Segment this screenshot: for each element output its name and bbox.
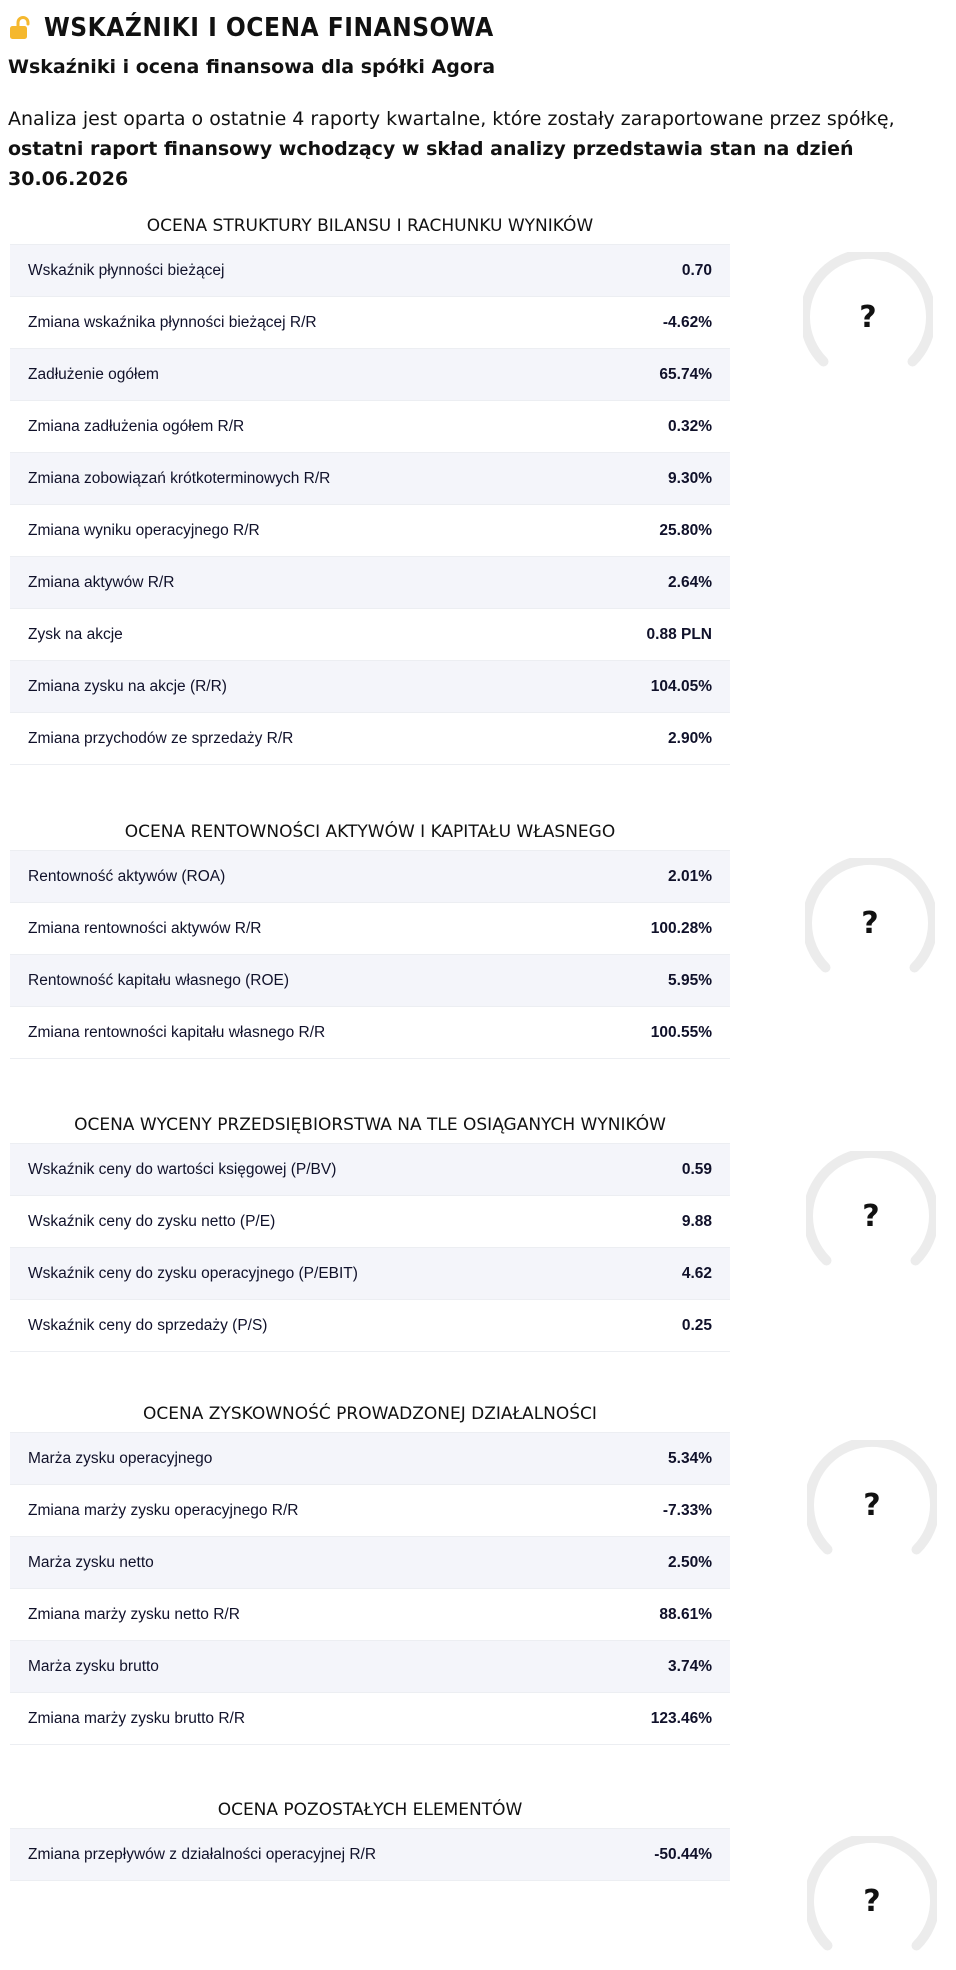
- table-row: [10, 453, 730, 505]
- section-balance-structure: [10, 208, 730, 765]
- row-value: 5.34%: [668, 1449, 712, 1467]
- row-value: -7.33%: [662, 1501, 712, 1519]
- row-value: 0.32%: [668, 417, 712, 435]
- page-title: WSKAŹNIKI I OCENA FINANSOWA: [44, 13, 494, 43]
- row-value: 2.01%: [668, 867, 712, 885]
- table-row: [10, 505, 730, 557]
- table-row: [10, 609, 730, 661]
- section-title: OCENA WYCENY PRZEDSIĘBIORSTWA NA TLE OSIĄGANYCH WYNIKÓW: [74, 1115, 666, 1135]
- table-row: [10, 1641, 730, 1693]
- gauge-score: ?: [862, 1198, 880, 1234]
- section-other-elements: [10, 1792, 730, 1881]
- row-label: Wskaźnik ceny do zysku netto (P/E): [28, 1212, 276, 1230]
- gauge-score: ?: [863, 1487, 881, 1523]
- row-label: Zmiana marży zysku netto R/R: [28, 1605, 240, 1623]
- row-label: Zmiana przychodów ze sprzedaży R/R: [28, 729, 294, 747]
- table-row: [10, 1829, 730, 1881]
- table-row: [10, 401, 730, 453]
- table-row: [10, 851, 730, 903]
- intro-text: Analiza jest oparta o ostatnie 4 raporty kwartalne, które zostały zaraportowane przez spółkę,: [8, 108, 895, 130]
- gauge-score: ?: [861, 905, 879, 941]
- company-subtitle: Wskaźniki i ocena finansowa dla spółki Agora: [8, 56, 496, 78]
- score-gauge: [803, 252, 933, 382]
- row-value: 5.95%: [668, 971, 712, 989]
- score-gauge: [806, 1151, 936, 1281]
- row-value: 123.46%: [650, 1709, 712, 1727]
- row-label: Zmiana wyniku operacyjnego R/R: [28, 521, 260, 539]
- analysis-intro: [8, 104, 954, 194]
- row-value: 9.30%: [668, 469, 712, 487]
- row-label: Marża zysku brutto: [28, 1657, 159, 1675]
- row-label: Wskaźnik płynności bieżącej: [28, 261, 225, 279]
- row-label: Zadłużenie ogółem: [28, 365, 159, 383]
- section-title: OCENA STRUKTURY BILANSU I RACHUNKU WYNIKÓW: [146, 216, 594, 236]
- indicator-table: [10, 1432, 730, 1745]
- row-value: 0.59: [681, 1160, 712, 1178]
- score-gauge: [805, 858, 935, 988]
- section-profitability-assets-equity: [10, 814, 730, 1059]
- row-label: Zmiana rentowności kapitału własnego R/R: [28, 1023, 326, 1041]
- section-title: OCENA RENTOWNOŚCI AKTYWÓW I KAPITAŁU WŁASNEGO: [124, 822, 616, 842]
- row-label: Zmiana marży zysku operacyjnego R/R: [28, 1501, 299, 1519]
- row-label: Zmiana przepływów z działalności operacyjnej R/R: [28, 1845, 377, 1863]
- row-label: Wskaźnik ceny do wartości księgowej (P/BV): [28, 1160, 337, 1178]
- row-label: Wskaźnik ceny do sprzedaży (P/S): [28, 1316, 268, 1334]
- section-title: OCENA POZOSTAŁYCH ELEMENTÓW: [217, 1800, 523, 1820]
- intro-bold-text: ostatni raport finansowy wchodzący w skład analizy przedstawia stan na dzień 30.06.2026: [8, 138, 854, 190]
- row-value: -4.62%: [662, 313, 712, 331]
- row-label: Zysk na akcje: [28, 625, 123, 643]
- table-row: [10, 955, 730, 1007]
- table-row: [10, 1537, 730, 1589]
- indicator-table: [10, 244, 730, 765]
- row-value: 88.61%: [659, 1605, 712, 1623]
- lock-open-icon: [8, 15, 34, 41]
- row-label: Zmiana zadłużenia ogółem R/R: [28, 417, 245, 435]
- section-operating-profitability: [10, 1396, 730, 1745]
- row-label: Rentowność aktywów (ROA): [28, 867, 226, 885]
- table-row: [10, 713, 730, 765]
- row-label: Zmiana zysku na akcje (R/R): [28, 677, 227, 695]
- score-gauge: [807, 1440, 937, 1570]
- row-label: Wskaźnik ceny do zysku operacyjnego (P/EBIT): [28, 1264, 358, 1282]
- table-row: [10, 1433, 730, 1485]
- row-label: Marża zysku netto: [28, 1553, 154, 1571]
- row-value: 9.88: [681, 1212, 712, 1230]
- table-row: [10, 557, 730, 609]
- row-value: 3.74%: [668, 1657, 712, 1675]
- row-value: 2.90%: [668, 729, 712, 747]
- section-title: OCENA ZYSKOWNOŚĆ PROWADZONEJ DZIAŁALNOŚCI: [143, 1404, 597, 1424]
- page-header: [8, 8, 494, 48]
- row-value: 100.55%: [650, 1023, 712, 1041]
- row-label: Rentowność kapitału własnego (ROE): [28, 971, 290, 989]
- table-row: [10, 661, 730, 713]
- score-gauge: [807, 1836, 937, 1966]
- row-value: 2.50%: [668, 1553, 712, 1571]
- row-label: Zmiana zobowiązań krótkoterminowych R/R: [28, 469, 331, 487]
- table-row: [10, 1589, 730, 1641]
- row-value: 65.74%: [659, 365, 712, 383]
- table-row: [10, 1007, 730, 1059]
- row-label: Marża zysku operacyjnego: [28, 1449, 213, 1467]
- table-row: [10, 1300, 730, 1352]
- row-label: Zmiana marży zysku brutto R/R: [28, 1709, 246, 1727]
- table-row: [10, 297, 730, 349]
- row-value: 0.70: [681, 261, 712, 279]
- indicator-table: [10, 850, 730, 1059]
- table-row: [10, 1248, 730, 1300]
- table-row: [10, 1144, 730, 1196]
- section-valuation: [10, 1107, 730, 1352]
- row-value: 0.88 PLN: [646, 625, 712, 643]
- row-value: 2.64%: [668, 573, 712, 591]
- row-value: 4.62: [681, 1264, 712, 1282]
- table-row: [10, 1485, 730, 1537]
- gauge-score: ?: [863, 1883, 881, 1919]
- row-value: -50.44%: [654, 1845, 712, 1863]
- row-value: 100.28%: [650, 919, 712, 937]
- table-row: [10, 903, 730, 955]
- row-label: Zmiana rentowności aktywów R/R: [28, 919, 262, 937]
- indicator-table: [10, 1143, 730, 1352]
- table-row: [10, 349, 730, 401]
- gauge-score: ?: [859, 299, 877, 335]
- indicator-table: [10, 1828, 730, 1881]
- table-row: [10, 1693, 730, 1745]
- table-row: [10, 245, 730, 297]
- table-row: [10, 1196, 730, 1248]
- row-value: 0.25: [681, 1316, 712, 1334]
- row-label: Zmiana wskaźnika płynności bieżącej R/R: [28, 313, 317, 331]
- row-label: Zmiana aktywów R/R: [28, 573, 175, 591]
- row-value: 104.05%: [650, 677, 712, 695]
- row-value: 25.80%: [659, 521, 712, 539]
